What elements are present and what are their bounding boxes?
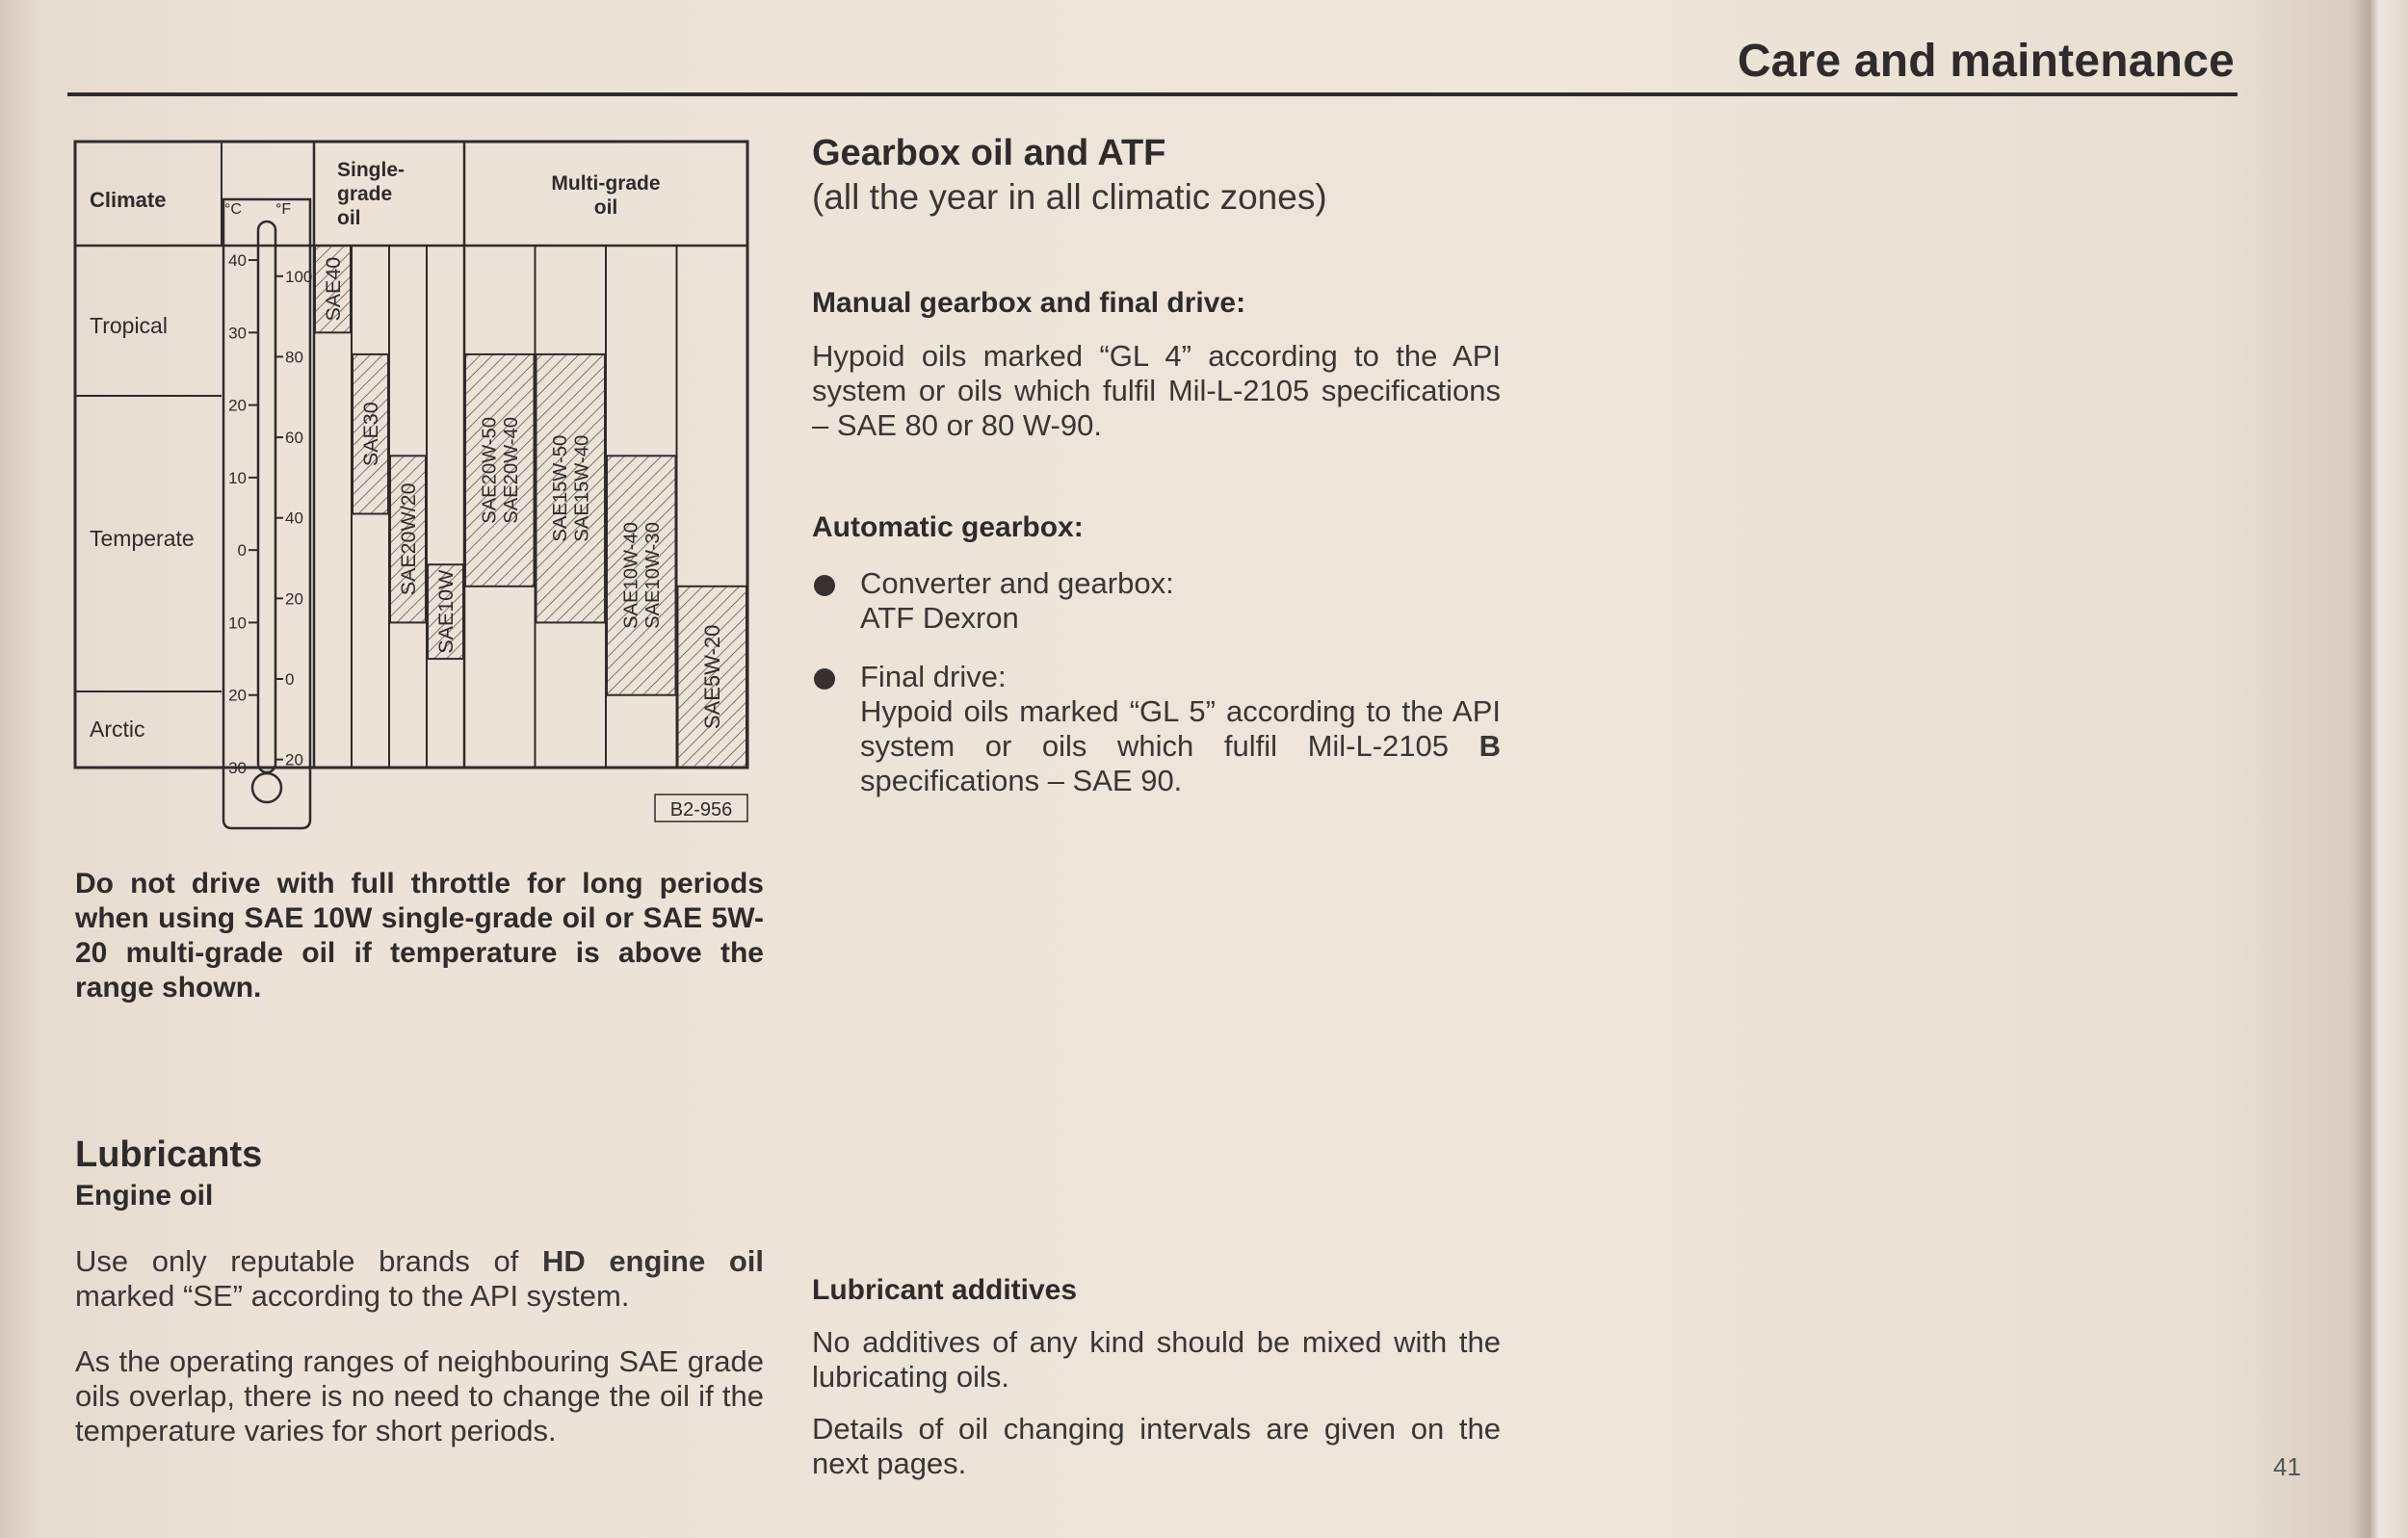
multi-grade-header-1: Multi-grade <box>551 172 661 195</box>
fahrenheit-tick-label: 40 <box>285 508 303 528</box>
p1-text-b: marked “SE” according to the API system. <box>75 1279 630 1313</box>
celsius-tick-label: 30 <box>228 759 247 777</box>
section-header-title: Care and maintenance <box>1737 36 2235 87</box>
thermometer-tube <box>258 222 275 772</box>
p1-text-a: Use only reputable brands of <box>75 1244 542 1278</box>
bullet-converter <box>812 566 1501 636</box>
fahrenheit-tick-label: 0 <box>285 669 295 689</box>
automatic-gearbox-heading: Automatic gearbox: <box>812 511 1084 543</box>
bullet1-line1: Converter and gearbox: <box>860 566 1174 600</box>
celsius-tick-label: 20 <box>228 396 247 415</box>
manual-gearbox-heading: Manual gearbox and final drive: <box>812 287 1246 319</box>
celsius-label: °C <box>224 201 242 218</box>
oil-bar-label: SAE15W-40 <box>571 434 593 542</box>
climate-header: Climate <box>90 188 167 212</box>
celsius-tick-label: 40 <box>228 251 247 271</box>
p1-text-bold: HD engine oil <box>541 1244 764 1278</box>
engine-oil-subtitle: Engine oil <box>75 1180 214 1212</box>
bullet2-line1: Final drive: <box>860 660 1007 693</box>
climate-temperate: Temperate <box>90 526 195 551</box>
single-grade-header-2: grade <box>337 183 393 205</box>
figure-reference: B2-956 <box>669 799 733 821</box>
celsius-tick-label: 30 <box>228 324 247 343</box>
oil-bar-label: SAE15W-50 <box>550 434 572 542</box>
celsius-tick-label: 10 <box>228 468 247 487</box>
fahrenheit-label: °F <box>275 201 292 218</box>
p2-text: As the operating ranges of neighbouring SAE grade oils overlap, there is no need to change the oil if the temperature varies for short periods. <box>75 1344 764 1447</box>
bullet1-line2: ATF Dexron <box>860 601 1019 635</box>
oil-bar-label: SAE40 <box>322 256 346 322</box>
fahrenheit-tick-label: 60 <box>285 429 303 448</box>
oil-bar-label: SAE10W-30 <box>641 522 664 629</box>
oil-viscosity-chart <box>67 130 761 838</box>
oil-bar-label: SAE20W-50 <box>479 416 501 524</box>
oil-bar-label: SAE20W-40 <box>500 416 522 524</box>
additives-text-1: No additives of any kind should be mixed with the lubricating oils. <box>812 1325 1501 1394</box>
warning-note: Do not drive with full throttle for long periods when using SAE 10W single-grade oil or SAE 5W-20 multi-grade oil if temperature is above the range shown. <box>75 868 764 1004</box>
bullet-dot-icon <box>814 575 835 596</box>
manual-gearbox-paragraph <box>812 339 1501 443</box>
bullet2-text-b: specifications – SAE 90. <box>860 764 1183 797</box>
engine-oil-paragraph-2 <box>75 1344 764 1448</box>
fahrenheit-tick-label: 20 <box>285 589 303 609</box>
bullet-dot-icon <box>814 668 835 690</box>
climate-tropical: Tropical <box>90 313 168 338</box>
thermometer-bulb <box>252 773 281 802</box>
engine-oil-paragraph-1 <box>75 1244 764 1314</box>
oil-bar-label: SAE10W-40 <box>620 522 642 629</box>
oil-bar-label: SAE10W <box>434 569 458 654</box>
oil-grade-bars <box>315 246 746 768</box>
gearbox-subtitle: (all the year in all climatic zones) <box>812 177 1327 217</box>
fahrenheit-tick-label: 20 <box>285 750 303 769</box>
celsius-tick-label: 10 <box>228 613 247 633</box>
celsius-tick-label: 20 <box>228 686 247 705</box>
oil-bar-label: SAE5W-20 <box>699 624 724 730</box>
lubricants-title: Lubricants <box>75 1134 263 1175</box>
climate-arctic: Arctic <box>90 717 145 742</box>
additives-paragraph-1 <box>812 1325 1501 1395</box>
bullet2-text <box>860 694 1501 798</box>
bullet2-text-bold: B <box>1479 729 1501 763</box>
fahrenheit-tick-label: 100 <box>285 267 313 286</box>
oil-bar-label: SAE20W/20 <box>397 482 421 596</box>
additives-text-2: Details of oil changing intervals are given on the next pages. <box>812 1412 1501 1480</box>
single-grade-header-3: oil <box>337 207 361 229</box>
manual-gearbox-text: Hypoid oils marked “GL 4” according to the API system or oils which fulfil Mil-L-2105 specifications – SAE 80 or 80 W-90. <box>812 339 1501 442</box>
gearbox-title: Gearbox oil and ATF <box>812 133 1166 173</box>
bullet-final-drive <box>812 660 1501 798</box>
bullet2-text-a: Hypoid oils marked “GL 5” according to the API system or oils which fulfil Mil-L-2105 <box>860 694 1501 763</box>
multi-grade-header-2: oil <box>593 196 618 219</box>
header-rule <box>67 92 2238 96</box>
thermometer-ticks <box>228 251 312 777</box>
additives-paragraph-2 <box>812 1412 1501 1481</box>
fahrenheit-tick-label: 80 <box>285 348 303 367</box>
single-grade-header-1: Single- <box>337 159 406 181</box>
page-number: 41 <box>2273 1452 2301 1481</box>
oil-bar-label: SAE30 <box>359 402 383 467</box>
celsius-tick-label: 0 <box>237 541 247 560</box>
additives-heading: Lubricant additives <box>812 1274 1078 1306</box>
